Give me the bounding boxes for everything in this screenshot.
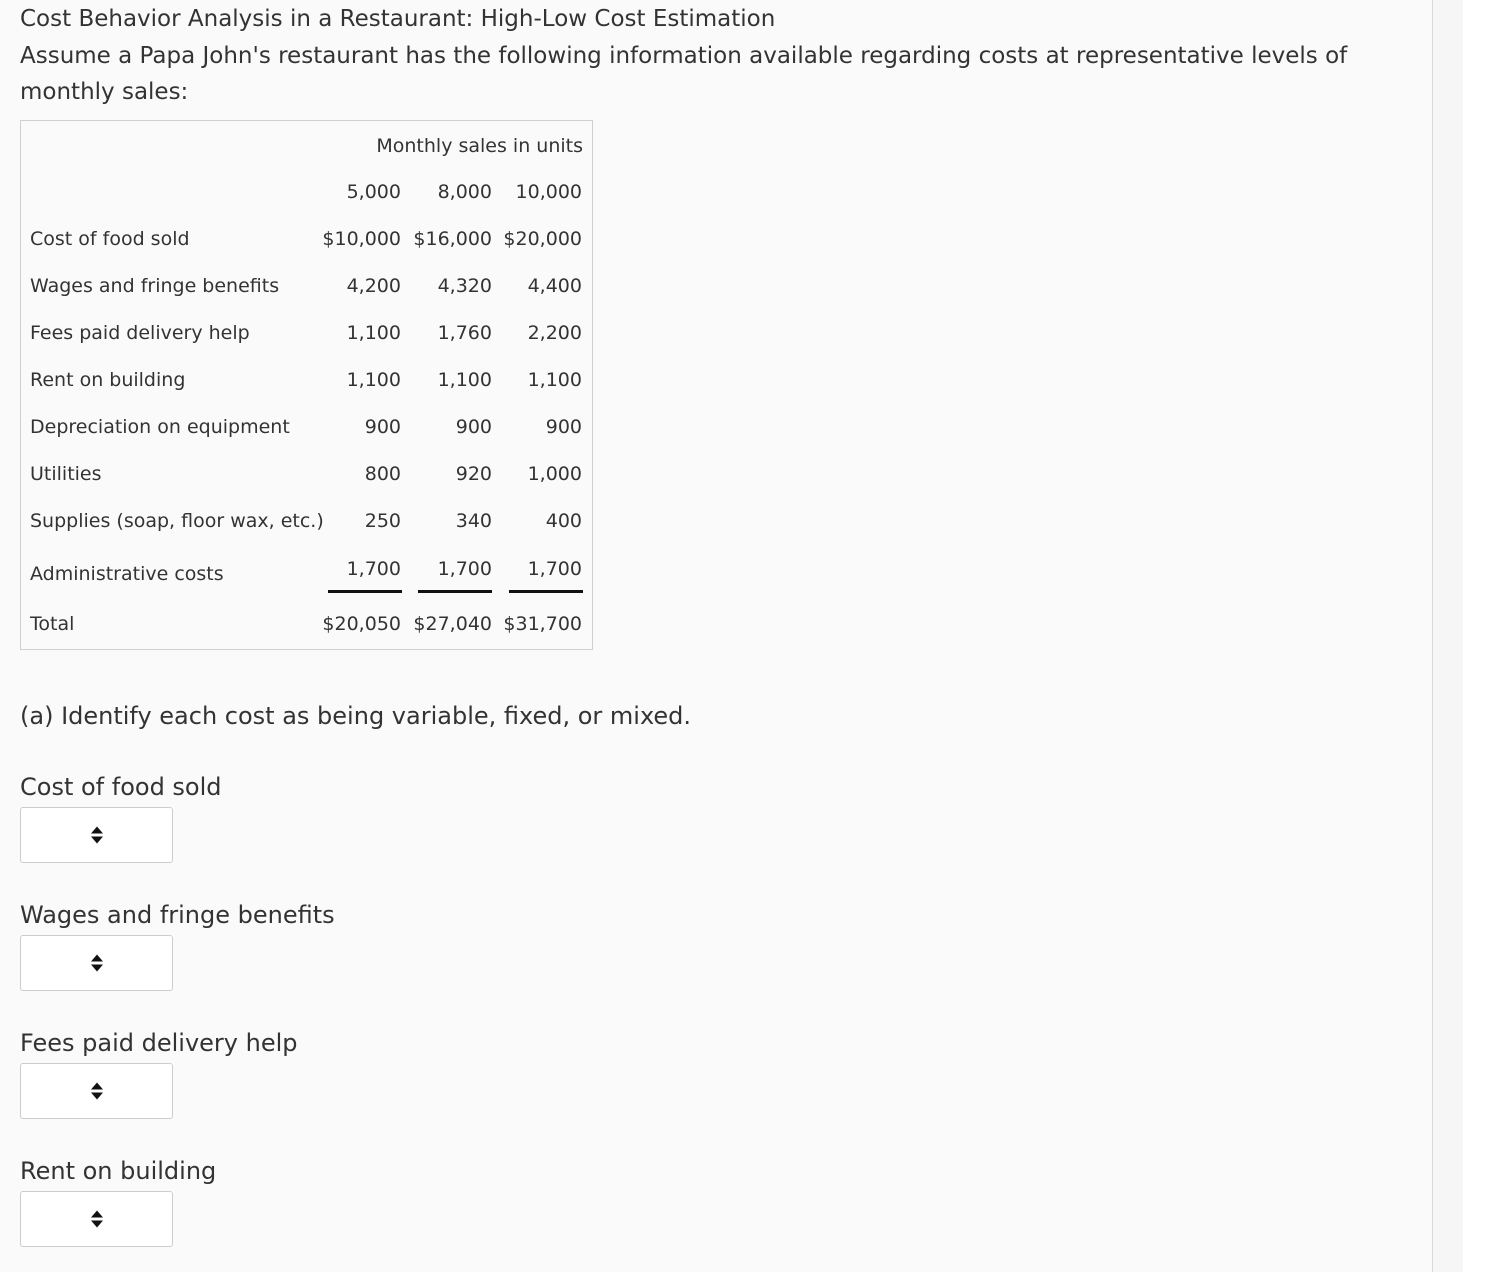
total-label: Total [30,613,75,635]
wages-and-fringe-benefits-select[interactable] [20,935,173,991]
cell: 1,100 [346,369,401,391]
field-label-rent-on-building: Rent on building [20,1157,217,1185]
rent-on-building-select[interactable] [20,1191,173,1247]
cell: 800 [364,463,401,485]
table-header: Monthly sales in units [376,135,583,157]
up-down-arrows-icon [91,1211,103,1228]
cell: 1,100 [437,369,492,391]
cell: $10,000 [322,228,401,250]
row-label: Wages and fringe benefits [30,275,280,297]
cell: 1,700 [346,558,401,580]
problem-intro: Assume a Papa John's restaurant has the following information available regarding costs at representative levels of monthly sales: [20,43,1348,105]
row-label: Cost of food sold [30,228,190,250]
row-label: Fees paid delivery help [30,322,250,344]
cost-table [20,120,593,650]
field-label-fees-paid-delivery-help: Fees paid delivery help [20,1029,298,1057]
cell: 1,000 [527,463,582,485]
total-underline [418,590,492,593]
cell: $20,000 [503,228,582,250]
field-label-wages-and-fringe-benefits: Wages and fringe benefits [20,901,335,929]
cell: 900 [455,416,492,438]
cell: 340 [455,510,492,532]
cell: 4,200 [346,275,401,297]
row-label: Supplies (soap, floor wax, etc.) [30,510,324,532]
cell: 400 [545,510,582,532]
cell: 4,400 [527,275,582,297]
cell: 4,320 [437,275,492,297]
row-label: Rent on building [30,369,186,391]
unit-col-3: 10,000 [515,181,582,203]
right-panel-strip [1463,0,1492,1272]
cell: 1,700 [437,558,492,580]
up-down-arrows-icon [91,827,103,844]
row-label: Depreciation on equipment [30,416,290,438]
cell: 1,100 [527,369,582,391]
cell: 920 [455,463,492,485]
total-underline [328,590,402,593]
cell: 900 [545,416,582,438]
field-label-cost-of-food-sold: Cost of food sold [20,773,222,801]
total-cell: $27,040 [413,613,492,635]
cell: $16,000 [413,228,492,250]
row-label: Utilities [30,463,102,485]
cell: 1,760 [437,322,492,344]
row-label: Administrative costs [30,563,224,585]
cell: 1,100 [346,322,401,344]
right-gutter [1433,0,1463,1272]
cell: 900 [364,416,401,438]
page-title: Cost Behavior Analysis in a Restaurant: High-Low Cost Estimation [20,6,776,32]
fees-paid-delivery-help-select[interactable] [20,1063,173,1119]
total-underline [509,590,583,593]
cell: 1,700 [527,558,582,580]
total-cell: $31,700 [503,613,582,635]
unit-col-2: 8,000 [437,181,492,203]
cell: 2,200 [527,322,582,344]
question-a: (a) Identify each cost as being variable, fixed, or mixed. [20,702,692,730]
up-down-arrows-icon [91,955,103,972]
unit-col-1: 5,000 [346,181,401,203]
total-cell: $20,050 [322,613,401,635]
up-down-arrows-icon [91,1083,103,1100]
cell: 250 [364,510,401,532]
cost-of-food-sold-select[interactable] [20,807,173,863]
